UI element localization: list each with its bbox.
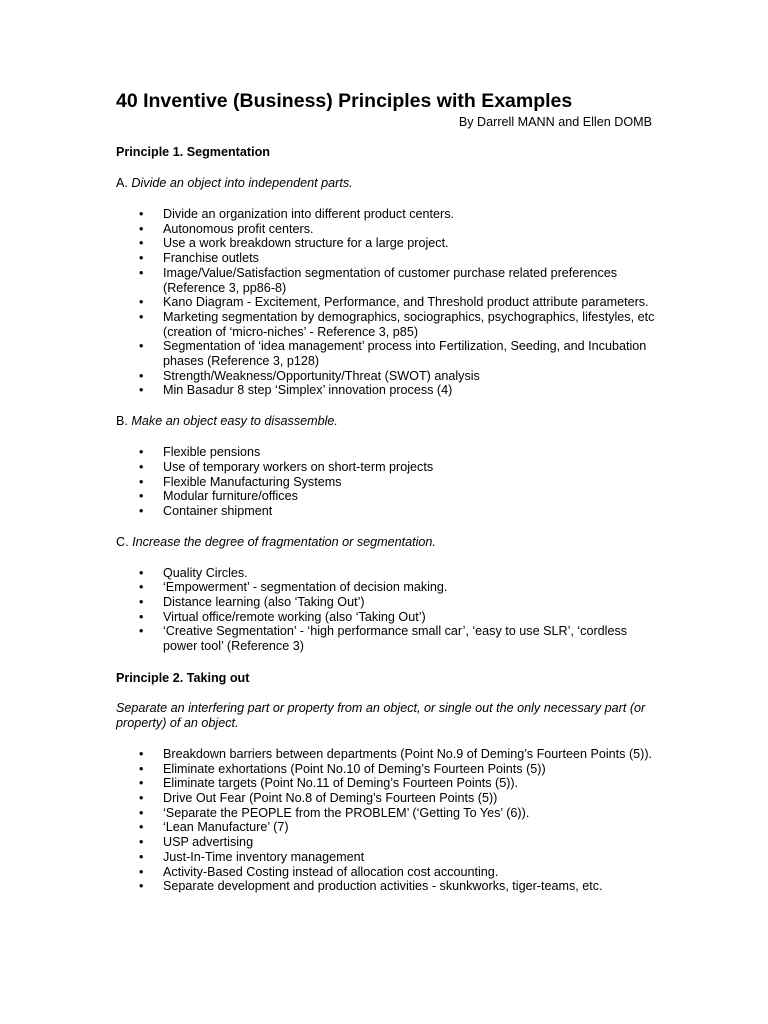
list-item bbox=[116, 310, 656, 339]
section-a-intro bbox=[116, 176, 656, 191]
list-item bbox=[116, 610, 656, 625]
section-b-list bbox=[116, 445, 656, 519]
bullet-icon: • bbox=[139, 805, 144, 820]
list-item bbox=[116, 369, 656, 384]
bullet-icon: • bbox=[139, 339, 144, 354]
list-item bbox=[116, 879, 656, 894]
list-item-text: ‘Separate the PEOPLE from the PROBLEM’ (‘Getting To Yes’ (6)). bbox=[163, 805, 530, 820]
list-item-text: Distance learning (also ‘Taking Out’) bbox=[163, 595, 365, 610]
section-c-intro bbox=[116, 535, 656, 550]
bullet-icon: • bbox=[139, 580, 144, 595]
list-item-text: Divide an organization into different product centers. bbox=[163, 207, 454, 221]
document-title: 40 Inventive (Business) Principles with Examples bbox=[116, 90, 573, 112]
list-item bbox=[116, 595, 656, 610]
list-item-text: Segmentation of ‘idea management’ process into Fertilization, Seeding, and Incubation phases (Reference 3, p128) bbox=[163, 339, 647, 369]
list-item-text: ‘Creative Segmentation’ - ‘high performance small car’, ‘easy to use SLR’, ‘cordless power tool’ (Reference 3) bbox=[163, 624, 628, 654]
list-item-text: Image/Value/Satisfaction segmentation of customer purchase related preferences (Reference 3, pp86-8) bbox=[163, 265, 618, 295]
principle-2-heading: Principle 2. Taking out bbox=[116, 670, 250, 685]
list-item bbox=[116, 460, 656, 475]
list-item bbox=[116, 850, 656, 865]
bullet-icon: • bbox=[139, 776, 144, 791]
list-item-text: USP advertising bbox=[163, 835, 254, 850]
bullet-icon: • bbox=[139, 459, 144, 474]
document-page bbox=[116, 88, 656, 894]
bullet-icon: • bbox=[139, 503, 144, 518]
list-item bbox=[116, 339, 656, 368]
list-item-text: ‘Empowerment’ - segmentation of decision making. bbox=[163, 580, 448, 595]
list-item-text: Eliminate targets (Point No.11 of Deming’s Fourteen Points (5)). bbox=[163, 776, 519, 791]
bullet-icon: • bbox=[139, 565, 144, 580]
list-item bbox=[116, 762, 656, 777]
list-item bbox=[116, 566, 656, 581]
list-item bbox=[116, 806, 656, 821]
section-a-list bbox=[116, 207, 656, 398]
bullet-icon: • bbox=[139, 849, 144, 864]
bullet-icon: • bbox=[139, 236, 144, 251]
section-a-prefix: A. bbox=[116, 176, 132, 190]
list-item-text: Use of temporary workers on short-term projects bbox=[163, 459, 434, 474]
list-item bbox=[116, 383, 656, 398]
list-item bbox=[116, 624, 656, 653]
principle-2-list bbox=[116, 747, 656, 894]
list-item bbox=[116, 295, 656, 310]
list-item bbox=[116, 251, 656, 266]
list-item bbox=[116, 266, 656, 295]
section-b-intro bbox=[116, 414, 656, 429]
principle-2-intro bbox=[116, 701, 656, 731]
list-item bbox=[116, 835, 656, 850]
list-item-text: Activity-Based Costing instead of allocation cost accounting. bbox=[163, 864, 499, 879]
list-item-text: Strength/Weakness/Opportunity/Threat (SWOT) analysis bbox=[163, 368, 480, 383]
list-item-text: Kano Diagram - Excitement, Performance, and Threshold product attribute parameters. bbox=[163, 295, 649, 310]
list-item-text: Flexible pensions bbox=[163, 445, 261, 460]
list-item-text: Breakdown barriers between departments (Point No.9 of Deming’s Fourteen Points (5)). bbox=[163, 746, 653, 761]
list-item bbox=[116, 865, 656, 880]
list-item-text: Autonomous profit centers. bbox=[163, 221, 314, 236]
bullet-icon: • bbox=[139, 383, 144, 398]
section-b-text: Make an object easy to disassemble. bbox=[131, 414, 338, 429]
bullet-icon: • bbox=[139, 835, 144, 850]
list-item bbox=[116, 776, 656, 791]
section-b-prefix: B. bbox=[116, 414, 132, 429]
list-item-text: ‘Lean Manufacture’ (7) bbox=[163, 820, 289, 835]
bullet-icon: • bbox=[139, 624, 144, 639]
bullet-icon: • bbox=[139, 368, 144, 383]
list-item bbox=[116, 580, 656, 595]
bullet-icon: • bbox=[139, 746, 144, 761]
list-item-text: Flexible Manufacturing Systems bbox=[163, 474, 342, 489]
list-item-text: Virtual office/remote working (also ‘Taking Out’) bbox=[163, 609, 426, 624]
list-item bbox=[116, 820, 656, 835]
list-item-text: Use a work breakdown structure for a large project. bbox=[163, 236, 449, 251]
bullet-icon: • bbox=[139, 251, 144, 266]
list-item-text: Franchise outlets bbox=[163, 251, 259, 266]
bullet-icon: • bbox=[139, 445, 144, 460]
bullet-icon: • bbox=[139, 295, 144, 310]
list-item bbox=[116, 222, 656, 237]
list-item bbox=[116, 475, 656, 490]
section-c-text: Increase the degree of fragmentation or segmentation. bbox=[132, 534, 436, 549]
bullet-icon: • bbox=[139, 207, 144, 221]
section-c-list bbox=[116, 566, 656, 654]
list-item-text: Separate development and production activities - skunkworks, tiger-teams, etc. bbox=[163, 879, 603, 894]
list-item-text: Marketing segmentation by demographics, sociographics, psychographics, lifestyles, etc (creation of ‘micro-niches’ - Reference 3, p85) bbox=[163, 309, 655, 339]
list-item bbox=[116, 207, 656, 222]
section-c-prefix: C. bbox=[116, 534, 133, 549]
bullet-icon: • bbox=[139, 474, 144, 489]
bullet-icon: • bbox=[139, 309, 144, 324]
list-item-text: Drive Out Fear (Point No.8 of Deming’s Fourteen Points (5)) bbox=[163, 790, 498, 805]
list-item-text: Eliminate exhortations (Point No.10 of Deming’s Fourteen Points (5)) bbox=[163, 761, 546, 776]
document-byline: By Darrell MANN and Ellen DOMB bbox=[458, 115, 652, 129]
bullet-icon: • bbox=[139, 609, 144, 624]
bullet-icon: • bbox=[139, 265, 144, 280]
list-item bbox=[116, 236, 656, 251]
list-item bbox=[116, 791, 656, 806]
bullet-icon: • bbox=[139, 221, 144, 236]
list-item bbox=[116, 747, 656, 762]
list-item bbox=[116, 445, 656, 460]
bullet-icon: • bbox=[139, 761, 144, 776]
bullet-icon: • bbox=[139, 864, 144, 879]
list-item-text: Just-In-Time inventory management bbox=[163, 849, 365, 864]
list-item-text: Modular furniture/offices bbox=[163, 489, 298, 504]
bullet-icon: • bbox=[139, 879, 144, 894]
bullet-icon: • bbox=[139, 595, 144, 610]
section-a-text: Divide an object into independent parts. bbox=[131, 176, 353, 190]
list-item bbox=[116, 489, 656, 504]
principle-1-heading: Principle 1. Segmentation bbox=[116, 145, 270, 159]
list-item-text: Min Basadur 8 step ‘Simplex’ innovation process (4) bbox=[163, 383, 453, 398]
list-item-text: Container shipment bbox=[163, 503, 273, 518]
list-item bbox=[116, 504, 656, 519]
bullet-icon: • bbox=[139, 489, 144, 504]
list-item-text: Quality Circles. bbox=[163, 565, 248, 580]
bullet-icon: • bbox=[139, 790, 144, 805]
bullet-icon: • bbox=[139, 820, 144, 835]
principle-2-intro-text: Separate an interfering part or property from an object, or single out the only necessary part (or property) of an object. bbox=[116, 700, 646, 730]
